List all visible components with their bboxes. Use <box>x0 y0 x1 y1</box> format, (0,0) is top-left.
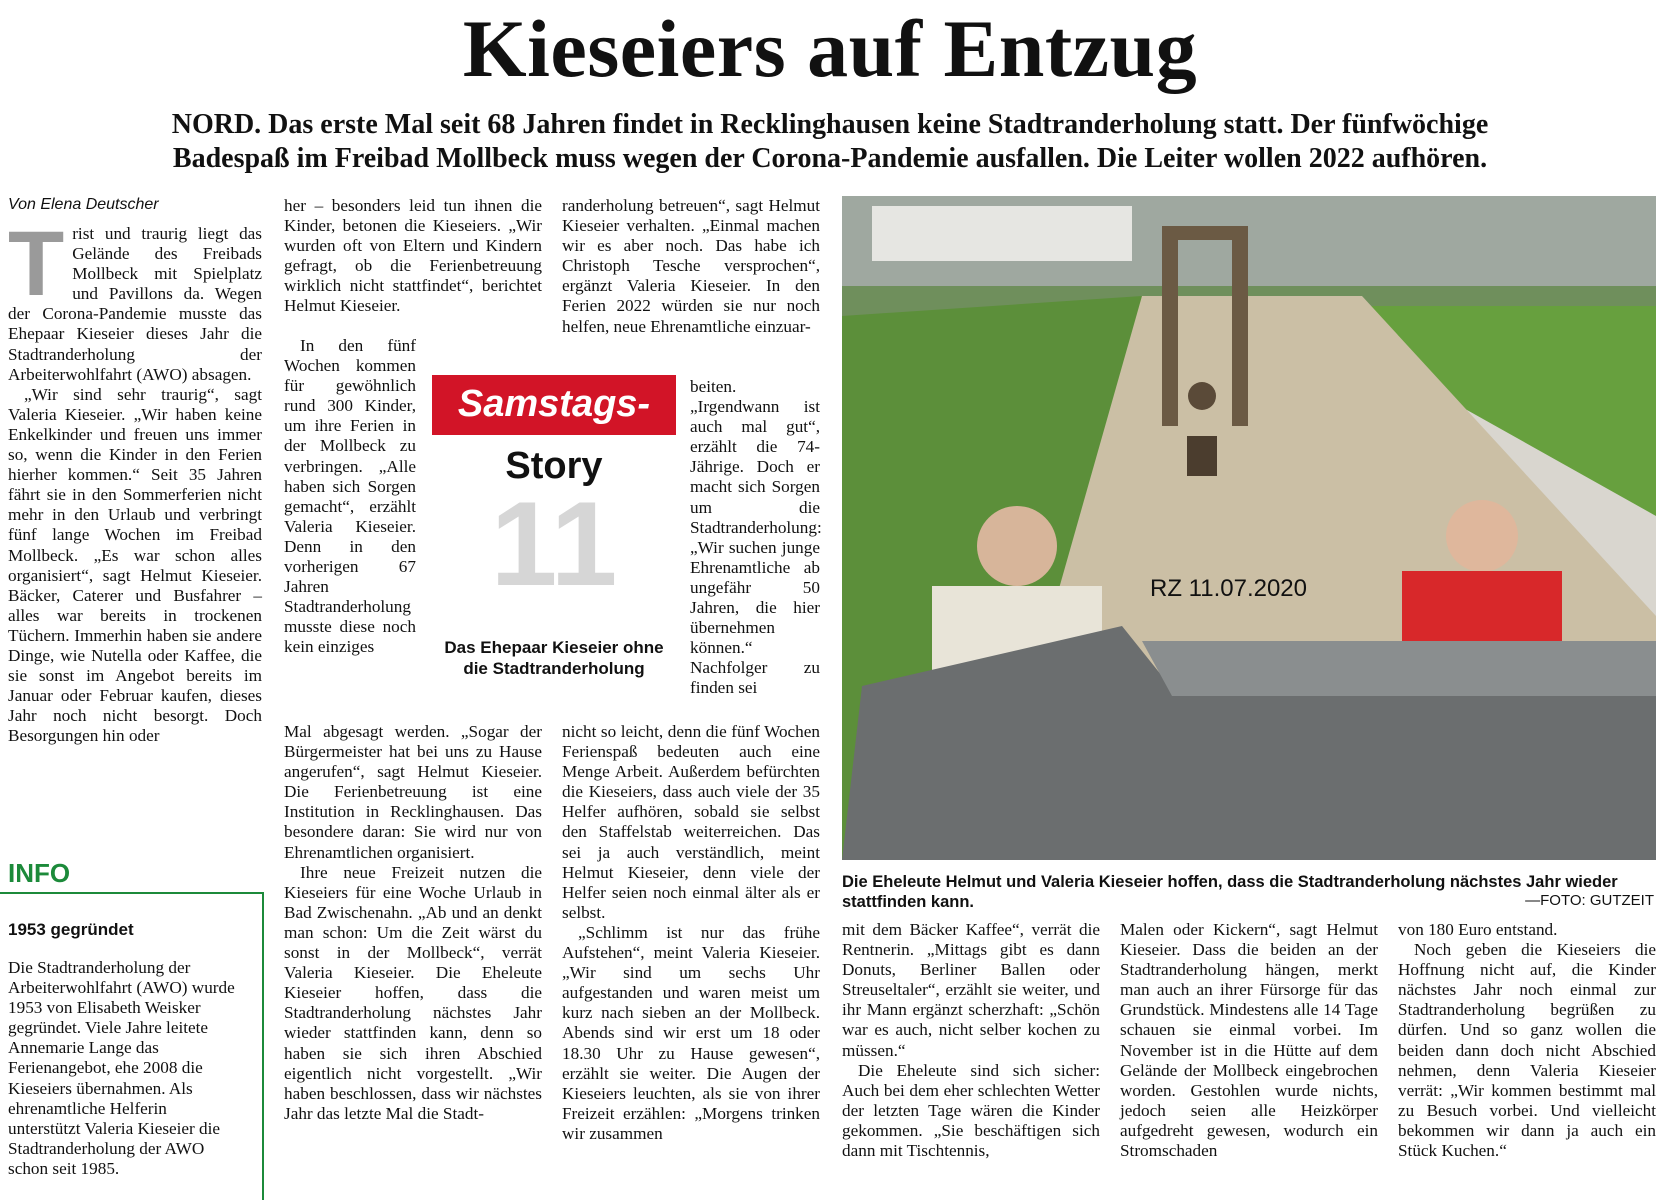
headline: Kieseiers auf Entzug <box>462 3 1198 94</box>
paragraph: von 180 Euro entstand. <box>1398 920 1558 939</box>
article-column-3-top <box>562 196 820 337</box>
article-column-4 <box>842 920 1100 1161</box>
badge-story-label: Story <box>505 445 603 487</box>
paragraph: nicht so leicht, denn die fünf Wochen Ferienspaß bedeuten auch eine Menge Arbeit. Außerdem befürchten die Kieseiers, dass auch viele der 35 Helfer aufhören, sobald sie selbst den Staffelstab weiterreichen. Das sei ja auch verständlich, meint Helmut Kieseier, denn viele der Helfer seien noch einmal älter als er selbst. <box>562 722 820 922</box>
photo-caption: Die Eheleute Helmut und Valeria Kieseier hoffen, dass die Stadtranderholung nächstes Jahr wieder stattfinden kann. <box>842 873 1618 911</box>
article-column-3-bottom <box>562 722 820 1144</box>
article-column-2-bottom <box>284 722 542 1124</box>
badge-title: Samstags- <box>432 375 676 435</box>
article-column-2-top <box>284 196 542 317</box>
photo-credit: —FOTO: GUTZEIT <box>1525 892 1654 909</box>
lead-paragraph <box>40 108 1620 176</box>
paragraph: Mal abgesagt werden. „Sogar der Bürgermeister hat bei uns zu Hause angerufen“, sagt Helmut Kieseier. Die Ferienbetreuung ist eine Institution in Recklinghausen. Das besondere daran: Sie wird nur von Ehrenamtlichen organisiert. <box>284 722 542 862</box>
paragraph: Die Eheleute sind sich sicher: Auch bei dem eher schlechten Wetter der letzten Tage wären die Kinder gekommen. „Sie beschäftigen sich dann mit Tischtennis, <box>842 1060 1100 1161</box>
paragraph: mit dem Bäcker Kaffee“, verrät die Rentnerin. „Mittags gibt es dann Donuts, Berliner Ballen oder Streuseltaler“, erzählt sie weiter, und ihr Mann ergänzt scherzhaft: „Schön war es auch, nicht selber kochen zu müssen.“ <box>842 920 1100 1060</box>
article-photo <box>842 196 1656 860</box>
badge-number: 11 <box>490 477 618 611</box>
paragraph: randerholung betreuen“, sagt Helmut Kieseier verhalten. „Einmal machen wir es aber noch. Das habe ich Christoph Tesche versprochen“, ergänzt Valeria Kieseier. In den Ferien 2022 würden sie nur noch helfen, neue Ehrenamtliche einzuar- <box>562 196 820 336</box>
byline: Von Elena Deutscher <box>8 196 159 213</box>
paragraph: Noch geben die Kieseiers die Hoffnung nicht auf, die Kinder nächstes Jahr noch einmal zur Stadtranderholung begrüßen zu dürfen. Und so ganz wollen die beiden dann doch nicht Abschied nehmen, denn Valeria Kieseier verrät: „Wir kommen bestimmt mal zu Besuch vorbei. Und vielleicht bekommen wir dann ja auch ein Stück Kuchen.“ <box>1398 940 1656 1161</box>
lead-line-2: Badespaß im Freibad Mollbeck muss wegen der Corona-Pandemie ausfallen. Die Leiter wollen 2022 aufhören. <box>172 143 1488 174</box>
photo-watermark: RZ 11.07.2020 <box>1150 575 1307 602</box>
playground-photo-illustration <box>842 196 1656 860</box>
paragraph: „Wir sind sehr traurig“, sagt Valeria Kieseier. „Wir haben keine Enkelkinder und freuen uns immer so, wenn die Kinder in den Ferien hierher kommen.“ Seit 35 Jahren fährt sie in den Sommerferien nicht mehr in den Urlaub und verbringt fünf lange Wochen im Freibad Mollbeck. „Es war schon alles organisiert“, sagt Helmut Kieseier. Bäcker, Caterer und Busfahrer – alles war bereits in trockenen Tüchern. Immerhin haben sie andere Dinge, wie Nutella oder Kaffee, die sie sonst im Angebot bereits im Januar oder Februar kaufen, dieses Jahr noch nicht besorgt. Doch Besorgungen hin oder <box>8 384 262 746</box>
info-title: INFO <box>8 858 71 888</box>
info-text: Die Stadtranderholung der Arbeiterwohlfahrt (AWO) wurde 1953 von Elisabeth Weisker gegründet. Viele Jahre leitete Annemarie Lange das Ferienangebot, ehe 2008 die Kieseiers übernahmen. Als ehrenamtliche Helferin unterstützt Valeria Kieseier die Stadtranderholung der AWO schon seit 1985. <box>8 958 235 1178</box>
badge-caption: Das Ehepaar Kieseier ohne die Stadtranderholung <box>444 638 664 678</box>
paragraph: Malen oder Kickern“, sagt Helmut Kieseier. Dass die beiden an der Stadtranderholung hängen, merkt man auch an ihrer Fürsorge für das Grundstück. Mindestens alle 14 Tage schauen sie einmal vorbei. Im November ist in die Hütte auf dem Gelände der Mollbeck eingebrochen worden. Gestohlen wurde nichts, jedoch seien alle Heizkörper aufgedreht gewesen, wodurch ein Stromschaden <box>1120 920 1378 1161</box>
article-column-3-narrow <box>690 377 820 699</box>
samstags-story-badge <box>432 375 676 610</box>
info-subtitle: 1953 gegründet <box>8 920 134 939</box>
article-column-5 <box>1120 920 1378 1161</box>
paragraph: „Schlimm ist nur das frühe Aufstehen“, meint Valeria Kieseier. „Wir sind um sechs Uhr aufgestanden und waren meist um kurz nach sieben an der Mollbeck. Abends sind wir erst um 18 oder 18.30 Uhr zu Hause gewesen“, erzählt sie weiter. Die Augen der Kieseiers leuchten, als sie von ihrer Freizeit erzählen: „Morgens trinken wir zusammen <box>562 922 820 1143</box>
article-column-1 <box>8 213 262 746</box>
article-column-2-narrow <box>284 336 416 658</box>
paragraph: her – besonders leid tun ihnen die Kinder, betonen die Kieseiers. „Wir wurden oft von Eltern und Kindern gefragt, ob die Ferienbetreuung wirklich nicht stattfindet“, berichtet Helmut Kieseier. <box>284 196 542 316</box>
paragraph: beiten. „Irgendwann ist auch mal gut“, erzählt die 74-Jährige. Doch er macht sich Sorgen um die Stadtranderholung: „Wir suchen junge Ehrenamtliche ab ungefähr 50 Jahren, die hier übernehmen können.“ Nachfolger zu finden sei <box>690 377 822 698</box>
article-column-6 <box>1398 920 1656 1161</box>
paragraph: Ihre neue Freizeit nutzen die Kieseiers für eine Woche Urlaub in Bad Zwischenahn. „Ab und an denkt man schon: Um die Zeit wärst du sonst in der Mollbeck“, verrät Valeria Kieseier. Die Eheleute Kieseier hoffen, dass die Stadtranderholung nächstes Jahr wieder stattfinden kann, denn so haben sie sich ihren Abschied eigentlich nicht vorgestellt. „Wir haben beschlossen, dass wir nächstes Jahr das letzte Mal die Stadt- <box>284 862 542 1123</box>
lead-line-1: NORD. Das erste Mal seit 68 Jahren findet in Recklinghausen keine Stadtranderholung statt. Der fünfwöchige <box>171 109 1489 140</box>
paragraph: In den fünf Wochen kommen für gewöhnlich rund 300 Kinder, um ihre Ferien in der Mollbeck zu verbringen. „Alle haben sich Sorgen gemacht“, erzählt Valeria Kieseier. Denn in den vorherigen 67 Jahren Stadtranderholung musste diese noch kein einziges <box>284 336 416 657</box>
paragraph: rist und traurig liegt das Gelände des Freibads Mollbeck mit Spielplatz und Pavillons da. Wegen der Corona-Pandemie musste das Ehepaar Kieseier dieses Jahr die Stadtranderholung der Arbeiterwohlfahrt (AWO) absagen. <box>8 224 262 384</box>
drop-cap: T <box>8 213 65 315</box>
